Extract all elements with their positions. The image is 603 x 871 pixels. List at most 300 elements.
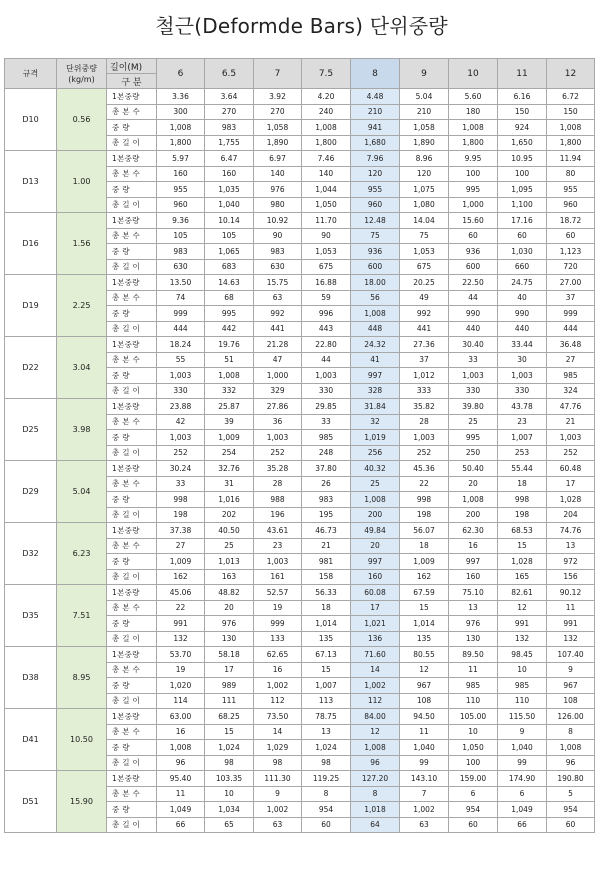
value-cell: 441 (254, 321, 302, 337)
value-cell: 254 (205, 445, 254, 461)
value-cell: 23 (498, 414, 547, 430)
row-label: 중 량 (107, 244, 157, 260)
unit-weight-cell: 1.56 (57, 213, 107, 275)
value-cell: 924 (498, 120, 547, 136)
value-cell: 1,080 (400, 197, 449, 213)
value-cell: 1,000 (449, 197, 498, 213)
value-cell: 25.87 (205, 399, 254, 415)
value-cell: 954 (547, 802, 595, 818)
value-cell: 972 (547, 554, 595, 570)
row-label: 1본중량 (107, 337, 157, 353)
value-cell: 1,008 (157, 740, 205, 756)
header-unit-weight (57, 59, 107, 89)
row-label: 총 길 이 (107, 569, 157, 585)
value-cell: 1,016 (205, 492, 254, 508)
row-label: 1본중량 (107, 399, 157, 415)
value-cell: 983 (254, 244, 302, 260)
value-cell: 941 (351, 120, 400, 136)
value-cell: 955 (547, 182, 595, 198)
row-label: 중 량 (107, 802, 157, 818)
value-cell: 47 (254, 352, 302, 368)
value-cell: 37 (547, 290, 595, 306)
value-cell: 18 (400, 538, 449, 554)
value-cell: 976 (254, 182, 302, 198)
unit-weight-cell: 15.90 (57, 771, 107, 833)
header-length-11: 11 (498, 59, 547, 89)
value-cell: 1,800 (302, 135, 351, 151)
table-row (5, 771, 595, 787)
value-cell: 110 (498, 693, 547, 709)
value-cell: 720 (547, 259, 595, 275)
row-label: 총 길 이 (107, 321, 157, 337)
value-cell: 6.47 (205, 151, 254, 167)
value-cell: 162 (400, 569, 449, 585)
spec-cell: D35 (5, 585, 57, 647)
row-label: 총 본 수 (107, 538, 157, 554)
value-cell: 997 (351, 368, 400, 384)
value-cell: 443 (302, 321, 351, 337)
value-cell: 990 (449, 306, 498, 322)
row-label: 총 본 수 (107, 104, 157, 120)
value-cell: 10 (449, 724, 498, 740)
value-cell: 1,040 (205, 197, 254, 213)
value-cell: 23.88 (157, 399, 205, 415)
value-cell: 204 (547, 507, 595, 523)
value-cell: 1,008 (205, 368, 254, 384)
value-cell: 60.08 (351, 585, 400, 601)
value-cell: 53.70 (157, 647, 205, 663)
value-cell: 976 (205, 616, 254, 632)
value-cell: 27.00 (547, 275, 595, 291)
row-label: 총 길 이 (107, 197, 157, 213)
value-cell: 198 (400, 507, 449, 523)
value-cell: 4.20 (302, 89, 351, 105)
value-cell: 45.06 (157, 585, 205, 601)
row-label: 1본중량 (107, 275, 157, 291)
value-cell: 150 (547, 104, 595, 120)
value-cell: 1,035 (205, 182, 254, 198)
value-cell: 32.76 (205, 461, 254, 477)
row-label: 총 길 이 (107, 383, 157, 399)
value-cell: 675 (302, 259, 351, 275)
value-cell: 444 (547, 321, 595, 337)
value-cell: 11 (400, 724, 449, 740)
value-cell: 41 (351, 352, 400, 368)
value-cell: 1,003 (400, 430, 449, 446)
value-cell: 1,002 (254, 802, 302, 818)
value-cell: 36 (254, 414, 302, 430)
value-cell: 60 (547, 228, 595, 244)
rebar-weight-table (4, 58, 595, 833)
value-cell: 10.14 (205, 213, 254, 229)
value-cell: 11 (157, 786, 205, 802)
value-cell: 99 (400, 755, 449, 771)
spec-cell: D32 (5, 523, 57, 585)
value-cell: 60 (547, 817, 595, 833)
value-cell: 19 (254, 600, 302, 616)
value-cell: 110 (449, 693, 498, 709)
value-cell: 132 (547, 631, 595, 647)
value-cell: 983 (302, 492, 351, 508)
value-cell: 115.50 (498, 709, 547, 725)
value-cell: 1,018 (351, 802, 400, 818)
value-cell: 30 (498, 352, 547, 368)
value-cell: 985 (498, 678, 547, 694)
value-cell: 21 (302, 538, 351, 554)
value-cell: 112 (254, 693, 302, 709)
value-cell: 9.95 (449, 151, 498, 167)
value-cell: 105 (205, 228, 254, 244)
value-cell: 329 (254, 383, 302, 399)
value-cell: 18.72 (547, 213, 595, 229)
value-cell: 1,020 (157, 678, 205, 694)
value-cell: 9 (254, 786, 302, 802)
value-cell: 1,650 (498, 135, 547, 151)
header-length-7.5: 7.5 (302, 59, 351, 89)
value-cell: 31.84 (351, 399, 400, 415)
value-cell: 30.24 (157, 461, 205, 477)
value-cell: 1,003 (157, 368, 205, 384)
value-cell: 22.50 (449, 275, 498, 291)
value-cell: 17 (351, 600, 400, 616)
row-label: 중 량 (107, 492, 157, 508)
value-cell: 992 (254, 306, 302, 322)
value-cell: 997 (449, 554, 498, 570)
value-cell: 17.16 (498, 213, 547, 229)
value-cell: 108 (400, 693, 449, 709)
value-cell: 160 (449, 569, 498, 585)
value-cell: 985 (449, 678, 498, 694)
value-cell: 240 (302, 104, 351, 120)
value-cell: 35.28 (254, 461, 302, 477)
header-length-8: 8 (351, 59, 400, 89)
value-cell: 1,065 (205, 244, 254, 260)
value-cell: 27.86 (254, 399, 302, 415)
value-cell: 73.50 (254, 709, 302, 725)
value-cell: 955 (157, 182, 205, 198)
value-cell: 1,095 (498, 182, 547, 198)
value-cell: 119.25 (302, 771, 351, 787)
value-cell: 84.00 (351, 709, 400, 725)
value-cell: 16 (254, 662, 302, 678)
value-cell: 105.00 (449, 709, 498, 725)
unit-weight-cell: 0.56 (57, 89, 107, 151)
value-cell: 60 (498, 228, 547, 244)
value-cell: 165 (498, 569, 547, 585)
value-cell: 14.63 (205, 275, 254, 291)
value-cell: 68 (205, 290, 254, 306)
value-cell: 180 (449, 104, 498, 120)
value-cell: 174.90 (498, 771, 547, 787)
value-cell: 39.80 (449, 399, 498, 415)
value-cell: 161 (254, 569, 302, 585)
value-cell: 1,053 (302, 244, 351, 260)
spec-cell: D19 (5, 275, 57, 337)
value-cell: 1,003 (254, 430, 302, 446)
row-label: 1본중량 (107, 523, 157, 539)
value-cell: 39 (205, 414, 254, 430)
value-cell: 440 (498, 321, 547, 337)
value-cell: 989 (205, 678, 254, 694)
header-length-10: 10 (449, 59, 498, 89)
value-cell: 67.13 (302, 647, 351, 663)
value-cell: 60 (449, 228, 498, 244)
value-cell: 13 (547, 538, 595, 554)
row-label: 1본중량 (107, 89, 157, 105)
value-cell: 114 (157, 693, 205, 709)
value-cell: 75.10 (449, 585, 498, 601)
unit-weight-cell: 3.98 (57, 399, 107, 461)
value-cell: 18 (498, 476, 547, 492)
value-cell: 1,002 (351, 678, 400, 694)
value-cell: 980 (254, 197, 302, 213)
value-cell: 981 (302, 554, 351, 570)
value-cell: 252 (547, 445, 595, 461)
value-cell: 37.38 (157, 523, 205, 539)
row-label: 총 본 수 (107, 600, 157, 616)
value-cell: 1,007 (302, 678, 351, 694)
row-label: 중 량 (107, 554, 157, 570)
value-cell: 200 (449, 507, 498, 523)
value-cell: 22 (400, 476, 449, 492)
value-cell: 66 (157, 817, 205, 833)
value-cell: 105 (157, 228, 205, 244)
value-cell: 7.96 (351, 151, 400, 167)
value-cell: 52.57 (254, 585, 302, 601)
value-cell: 1,058 (254, 120, 302, 136)
value-cell: 80.55 (400, 647, 449, 663)
value-cell: 36.48 (547, 337, 595, 353)
header-length-6: 6 (157, 59, 205, 89)
value-cell: 65 (205, 817, 254, 833)
value-cell: 6.72 (547, 89, 595, 105)
value-cell: 96 (157, 755, 205, 771)
value-cell: 111 (205, 693, 254, 709)
value-cell: 976 (449, 616, 498, 632)
value-cell: 1,007 (498, 430, 547, 446)
value-cell: 56.33 (302, 585, 351, 601)
table-row (5, 213, 595, 229)
value-cell: 5.60 (449, 89, 498, 105)
value-cell: 74.76 (547, 523, 595, 539)
value-cell: 988 (254, 492, 302, 508)
value-cell: 991 (498, 616, 547, 632)
value-cell: 19 (157, 662, 205, 678)
value-cell: 159.00 (449, 771, 498, 787)
value-cell: 12.48 (351, 213, 400, 229)
value-cell: 58.18 (205, 647, 254, 663)
value-cell: 63 (254, 290, 302, 306)
value-cell: 47.76 (547, 399, 595, 415)
row-label: 총 본 수 (107, 352, 157, 368)
value-cell: 17 (547, 476, 595, 492)
value-cell: 1,050 (302, 197, 351, 213)
row-label: 총 길 이 (107, 817, 157, 833)
value-cell: 936 (449, 244, 498, 260)
value-cell: 13.50 (157, 275, 205, 291)
value-cell: 999 (254, 616, 302, 632)
value-cell: 89.50 (449, 647, 498, 663)
value-cell: 330 (449, 383, 498, 399)
spec-cell: D10 (5, 89, 57, 151)
value-cell: 1,029 (254, 740, 302, 756)
value-cell: 27 (157, 538, 205, 554)
row-label: 총 본 수 (107, 290, 157, 306)
value-cell: 995 (449, 430, 498, 446)
value-cell: 40.32 (351, 461, 400, 477)
value-cell: 55.44 (498, 461, 547, 477)
table-row (5, 89, 595, 105)
value-cell: 198 (157, 507, 205, 523)
value-cell: 991 (547, 616, 595, 632)
value-cell: 44 (302, 352, 351, 368)
value-cell: 7 (400, 786, 449, 802)
value-cell: 6.16 (498, 89, 547, 105)
unit-weight-cell: 6.23 (57, 523, 107, 585)
row-label: 총 길 이 (107, 507, 157, 523)
value-cell: 5.04 (400, 89, 449, 105)
value-cell: 995 (449, 182, 498, 198)
value-cell: 995 (205, 306, 254, 322)
value-cell: 21 (547, 414, 595, 430)
value-cell: 51 (205, 352, 254, 368)
value-cell: 210 (351, 104, 400, 120)
value-cell: 210 (400, 104, 449, 120)
value-cell: 333 (400, 383, 449, 399)
value-cell: 33 (449, 352, 498, 368)
value-cell: 997 (351, 554, 400, 570)
value-cell: 45.36 (400, 461, 449, 477)
value-cell: 1,050 (449, 740, 498, 756)
row-label: 총 길 이 (107, 631, 157, 647)
value-cell: 1,034 (205, 802, 254, 818)
value-cell: 24.32 (351, 337, 400, 353)
value-cell: 253 (498, 445, 547, 461)
value-cell: 8 (547, 724, 595, 740)
value-cell: 33 (302, 414, 351, 430)
value-cell: 135 (400, 631, 449, 647)
value-cell: 132 (157, 631, 205, 647)
value-cell: 50.40 (449, 461, 498, 477)
row-label: 1본중량 (107, 647, 157, 663)
value-cell: 4.48 (351, 89, 400, 105)
row-label: 1본중량 (107, 213, 157, 229)
value-cell: 444 (157, 321, 205, 337)
row-label: 총 본 수 (107, 166, 157, 182)
value-cell: 59 (302, 290, 351, 306)
table-row (5, 523, 595, 539)
value-cell: 960 (157, 197, 205, 213)
row-label: 1본중량 (107, 585, 157, 601)
value-cell: 95.40 (157, 771, 205, 787)
value-cell: 1,003 (547, 430, 595, 446)
row-label: 중 량 (107, 306, 157, 322)
value-cell: 56 (351, 290, 400, 306)
value-cell: 107.40 (547, 647, 595, 663)
value-cell: 1,008 (351, 306, 400, 322)
value-cell: 1,002 (254, 678, 302, 694)
value-cell: 99 (498, 755, 547, 771)
value-cell: 15.60 (449, 213, 498, 229)
value-cell: 160 (351, 569, 400, 585)
value-cell: 8.96 (400, 151, 449, 167)
row-label: 중 량 (107, 430, 157, 446)
value-cell: 15 (205, 724, 254, 740)
value-cell: 936 (351, 244, 400, 260)
value-cell: 1,049 (498, 802, 547, 818)
value-cell: 113 (302, 693, 351, 709)
value-cell: 25 (351, 476, 400, 492)
value-cell: 75 (400, 228, 449, 244)
value-cell: 1,028 (547, 492, 595, 508)
value-cell: 66 (498, 817, 547, 833)
value-cell: 15 (400, 600, 449, 616)
value-cell: 40.50 (205, 523, 254, 539)
value-cell: 43.78 (498, 399, 547, 415)
value-cell: 31 (205, 476, 254, 492)
value-cell: 63 (254, 817, 302, 833)
value-cell: 74 (157, 290, 205, 306)
value-cell: 1,075 (400, 182, 449, 198)
row-label: 총 본 수 (107, 228, 157, 244)
value-cell: 195 (302, 507, 351, 523)
value-cell: 1,049 (157, 802, 205, 818)
value-cell: 1,003 (449, 368, 498, 384)
value-cell: 12 (498, 600, 547, 616)
value-cell: 16 (157, 724, 205, 740)
value-cell: 270 (254, 104, 302, 120)
value-cell: 98 (302, 755, 351, 771)
value-cell: 12 (351, 724, 400, 740)
value-cell: 252 (254, 445, 302, 461)
value-cell: 94.50 (400, 709, 449, 725)
spec-cell: D38 (5, 647, 57, 709)
value-cell: 1,890 (400, 135, 449, 151)
value-cell: 8 (351, 786, 400, 802)
value-cell: 996 (302, 306, 351, 322)
value-cell: 11.70 (302, 213, 351, 229)
value-cell: 28 (400, 414, 449, 430)
spec-cell: D22 (5, 337, 57, 399)
value-cell: 98.45 (498, 647, 547, 663)
value-cell: 127.20 (351, 771, 400, 787)
value-cell: 1,024 (302, 740, 351, 756)
value-cell: 300 (157, 104, 205, 120)
header-length-6.5: 6.5 (205, 59, 254, 89)
header-category: 구 분 (107, 74, 157, 89)
value-cell: 22 (157, 600, 205, 616)
value-cell: 22.80 (302, 337, 351, 353)
value-cell: 14.04 (400, 213, 449, 229)
spec-cell: D41 (5, 709, 57, 771)
row-label: 중 량 (107, 182, 157, 198)
value-cell: 1,009 (157, 554, 205, 570)
value-cell: 999 (157, 306, 205, 322)
value-cell: 954 (302, 802, 351, 818)
row-label: 총 본 수 (107, 476, 157, 492)
value-cell: 26 (302, 476, 351, 492)
value-cell: 130 (205, 631, 254, 647)
value-cell: 330 (498, 383, 547, 399)
value-cell: 78.75 (302, 709, 351, 725)
value-cell: 1,058 (400, 120, 449, 136)
value-cell: 23 (254, 538, 302, 554)
table-row (5, 647, 595, 663)
value-cell: 6 (498, 786, 547, 802)
value-cell: 18.00 (351, 275, 400, 291)
value-cell: 999 (547, 306, 595, 322)
table-row (5, 151, 595, 167)
